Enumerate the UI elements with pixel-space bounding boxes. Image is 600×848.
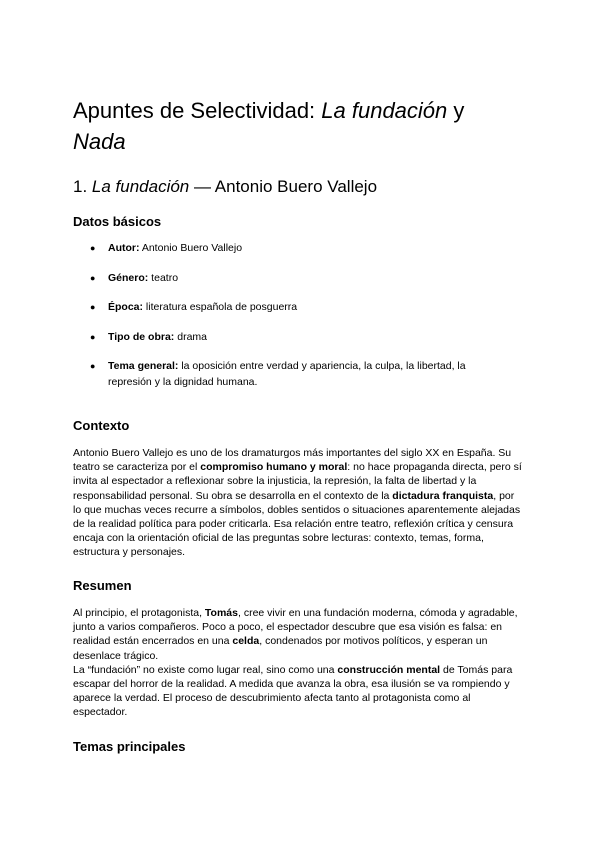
- text-run: , cree vivir en una fundación moderna, cómoda y agradable, junto a varios compañeros. Poco a poco, el espectador descubre que esa visión es falsa: en realidad están encerrados en una: [73, 607, 518, 648]
- list-item: [73, 240, 503, 256]
- item-label: Tema general:: [108, 360, 179, 372]
- text-run: Al principio, el protagonista,: [73, 607, 205, 619]
- resumen-paragraph: [73, 606, 525, 720]
- section-author: — Antonio Buero Vallejo: [189, 177, 378, 196]
- item-value: literatura española de posguerra: [143, 301, 298, 313]
- item-label: Época:: [108, 301, 144, 313]
- document-title: [73, 95, 533, 157]
- text-run: Antonio Buero Vallejo es uno de los dramaturgos más importantes del siglo XX en España. Su teatro se caracteriza por el: [73, 447, 512, 474]
- title-work-2: Nada: [73, 129, 126, 154]
- bold-run: compromiso humano y moral: [200, 461, 348, 474]
- title-part: Apuntes de Selectividad:: [73, 98, 322, 123]
- item-value: drama: [174, 330, 207, 343]
- text-run: La “fundación” no existe como lugar real, sino como una: [73, 663, 338, 676]
- datos-heading: Datos básicos: [73, 214, 162, 229]
- text-run: , por lo que muchas veces recurre a símbolos, dobles sentidos o situaciones aparentemente alejadas de la realidad política para poder criticarla. Esa relación entre teatro, reflexión crítica y censura encaja con la orientación oficial de las preguntas sobre lecturas: contexto, temas, forma, estructura y personajes.: [73, 489, 521, 559]
- bold-run: construcción mental: [337, 663, 441, 676]
- bold-run: Tomás: [204, 607, 238, 619]
- bullet-icon: ●: [90, 361, 96, 371]
- bullet-icon: ●: [90, 302, 96, 312]
- section-heading: [73, 176, 377, 198]
- text-run: de Tomás para escapar del horror de la realidad. A medida que avanza la obra, esa ilusión se va rompiendo y aparece la verdad. El proceso de descubrimiento afecta tanto al protagonista como al espectador.: [73, 663, 513, 719]
- item-label: Tipo de obra:: [108, 330, 175, 343]
- temas-heading: Temas principales: [73, 739, 186, 754]
- item-label: Autor:: [108, 242, 140, 254]
- bullet-icon: ●: [90, 243, 96, 253]
- text-run: , condenados por motivos políticos, y esperan un desenlace trágico.: [73, 635, 488, 662]
- bullet-icon: ●: [90, 331, 96, 342]
- resumen-heading: Resumen: [73, 578, 132, 593]
- list-item: [73, 299, 503, 315]
- bold-run: dictadura franquista: [392, 489, 494, 502]
- item-value: la oposición entre verdad y apariencia, la culpa, la libertad, la represión y la dignidad humana.: [108, 360, 466, 388]
- item-value: Antonio Buero Vallejo: [139, 242, 243, 254]
- item-label: Género:: [108, 271, 149, 284]
- datos-list: [73, 240, 503, 404]
- list-item: [73, 358, 503, 390]
- list-item: [73, 329, 503, 345]
- contexto-paragraph: [73, 446, 525, 560]
- list-item: [73, 270, 503, 286]
- title-work-1: La fundación: [321, 98, 448, 123]
- title-part: y: [447, 98, 465, 123]
- bullet-icon: ●: [90, 272, 96, 283]
- item-value: teatro: [148, 271, 179, 284]
- bold-run: celda: [232, 635, 260, 648]
- section-work-title: La fundación: [91, 177, 190, 196]
- section-number: 1.: [73, 177, 92, 196]
- text-run: : no hace propaganda directa, pero sí invita al espectador a reflexionar sobre la injusticia, la represión, la falta de libertad y la responsabilidad personal. Su obra se desarrolla en el contexto de la: [73, 461, 522, 502]
- contexto-heading: Contexto: [73, 418, 130, 433]
